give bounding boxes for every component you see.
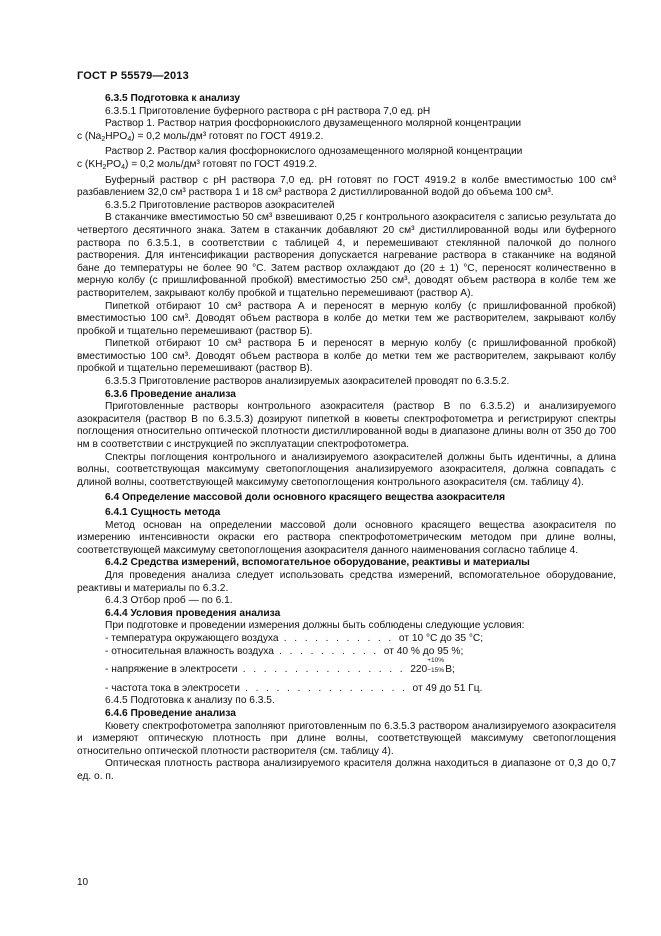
- method-paragraph: Метод основан на определении массовой доли основного красящего вещества азокрасителя по измерению интенсивности окраски его раствора спектрофотометрическим методом при длине волны, соответствующей максимуму светопоглощения азокрасителя данного наименования согласно таблице 4.: [77, 519, 616, 556]
- conditions-list: [77, 633, 616, 695]
- subsection-6-3-5-1: 6.3.5.1 Приготовление буферного раствора с рН раствора 7,0 ед. рН: [105, 105, 431, 117]
- subsection-6-3-5-3: 6.3.5.3 Приготовление растворов анализируемых азокрасителей проводят по 6.3.5.2.: [105, 376, 510, 388]
- heading-6-4: 6.4 Определение массовой доли основного красящего вещества азокрасителя: [105, 492, 506, 504]
- heading-6-3-6: 6.3.6 Проведение анализа: [105, 388, 236, 400]
- page-number: 10: [77, 877, 89, 888]
- subsection-6-3-5-2: 6.3.5.2 Приготовление растворов азокрасителей: [105, 199, 335, 211]
- subsection-6-4-3: 6.4.3 Отбор проб — по 6.1.: [105, 595, 233, 607]
- beaker-paragraph: В стаканчике вместимостью 50 см³ взвешивают 0,25 г контрольного азокрасителя с записью результата до четвертого десятичного знака. Затем в стаканчик добавляют 20 см³ дистиллированной воды или буферного раствора по 6.3.5.1, в соответствии с таблицей 4, и перемешивают стеклянной палочкой до полного растворения. Для интенсификации растворения допускается нагревание раствора в стаканчике на водяной бане до температуры не более 90 °C. Затем раствор охлаждают до (20 ± 1) °C, переносят количественно в мерную колбу (с пришлифованной пробкой) вместимостью 250 см³, доводят объем раствора в колбе тем же растворителем, закрывают колбу пробкой и тщательно перемешивают (раствор А).: [77, 212, 616, 299]
- pipette-b-paragraph: Пипеткой отбирают 10 см³ раствора Б и переносят в мерную колбу (с пришлифованной пробкой) вместимостью 100 см³. Доводят объем раствора в колбе до метки тем же растворителем, закрывают колбу пробкой и тщательно перемешивают (раствор В).: [77, 338, 616, 375]
- condition-temperature: - температура окружающего воздуха . . . . . . . . . . . от 10 °C до 35 °C;: [105, 632, 484, 644]
- cuvette-paragraph: Кювету спектрофотометра заполняют приготовленным по 6.3.5.3 раствором анализируемого азокрасителя и измеряют оптическую плотность при длине волны, соответствующей максимуму светопоглощения относительно оптической плотности растворителя (см. таблицу 4).: [77, 720, 616, 757]
- condition-humidity: - относительная влажность воздуха . . . . . . . . . . от 40 % до 95 %;: [105, 645, 464, 657]
- equipment-paragraph: Для проведения анализа следует использовать средства измерений, вспомогательное оборудование, реактивы и материалы по 6.3.2.: [77, 569, 616, 594]
- buffer-paragraph: Буферный раствор с рН раствора 7,0 ед. рН готовят по ГОСТ 4919.2 в колбе вместимостью 100 см³ разбавлением 32,0 см³ раствора 1 и 18 см³ раствора 2 дистиллированной водой до объема 100 см³.: [77, 174, 616, 199]
- solution-2-line-b: c $(KH_2PO_4) = 0,2$ моль/дм³ готовят по ГОСТ 4919.2.: [77, 158, 318, 171]
- conditions-intro: При подготовке и проведении измерения должны быть соблюдены следующие условия:: [105, 620, 525, 632]
- optical-density-paragraph: Оптическая плотность раствора анализируемого красителя должна находиться в диапазоне от 0,3 до 0,7 ед. о. п.: [77, 758, 616, 782]
- heading-6-3-5: 6.3.5 Подготовка к анализу: [105, 93, 241, 104]
- spectra-paragraph: Спектры поглощения контрольного и анализируемого азокрасителей должны быть идентичны, а длина волны, соответствующая максимуму светопоглощения анализируемого азокрасителя, должна совпадать с длиной волны, соответствующей максимуму светопоглощения контрольного азокрасителя (см. таблицу 4).: [77, 451, 616, 488]
- voltage-tolerance: +10% −15%: [427, 657, 444, 675]
- solution-1-line-b: c $(Na_2HPO_4) = 0,2$ моль/дм³ готовят по ГОСТ 4919.2.: [77, 130, 324, 143]
- solution-2-line-a: Раствор 2. Раствор калия фосфорнокислого однозамещенного молярной концентрации: [105, 146, 523, 158]
- heading-6-4-1: 6.4.1 Сущность метода: [105, 507, 221, 518]
- analysis-paragraph: Приготовленные растворы контрольного азокрасителя (раствор В по 6.3.5.2) и анализируемого азокрасителя (раствор В по 6.3.5.3) дозируют пипеткой в кюветы спектрофотометра и регистрируют спектры поглощения относительно оптической плотности дистиллированной воды в диапазоне длины волн от 350 до 700 нм в соответствии с инструкцией по эксплуатации спектрофотометра.: [77, 401, 616, 451]
- document-header: ГОСТ Р 55579—2013: [77, 70, 189, 82]
- heading-6-4-4: 6.4.4 Условия проведения анализа: [105, 607, 281, 619]
- condition-frequency: - частота тока в электросети . . . . . . . . . . . . . . . . от 49 до 51 Гц.: [105, 682, 483, 694]
- document-body: [77, 93, 616, 783]
- pipette-a-paragraph: Пипеткой отбирают 10 см³ раствора А и переносят в мерную колбу (с пришлифованной пробкой) вместимостью 100 см³. Доводят объем раствора в колбе до метки тем же растворителем, закрывают колбу пробкой и тщательно перемешивают (раствор Б).: [77, 300, 616, 337]
- heading-6-4-2: 6.4.2 Средства измерений, вспомогательное оборудование, реактивы и материалы: [105, 557, 530, 569]
- solution-1-line-a: Раствор 1. Раствор натрия фосфорнокислого двузамещенного молярной концентрации: [105, 118, 522, 130]
- subsection-6-4-5: 6.4.5 Подготовка к анализу по 6.3.5.: [105, 695, 275, 707]
- heading-6-4-6: 6.4.6 Проведение анализа: [105, 707, 236, 719]
- condition-voltage: - напряжение в электросети . . . . . . . . . . . . . . . . 220 +10% −15% В;: [105, 657, 455, 676]
